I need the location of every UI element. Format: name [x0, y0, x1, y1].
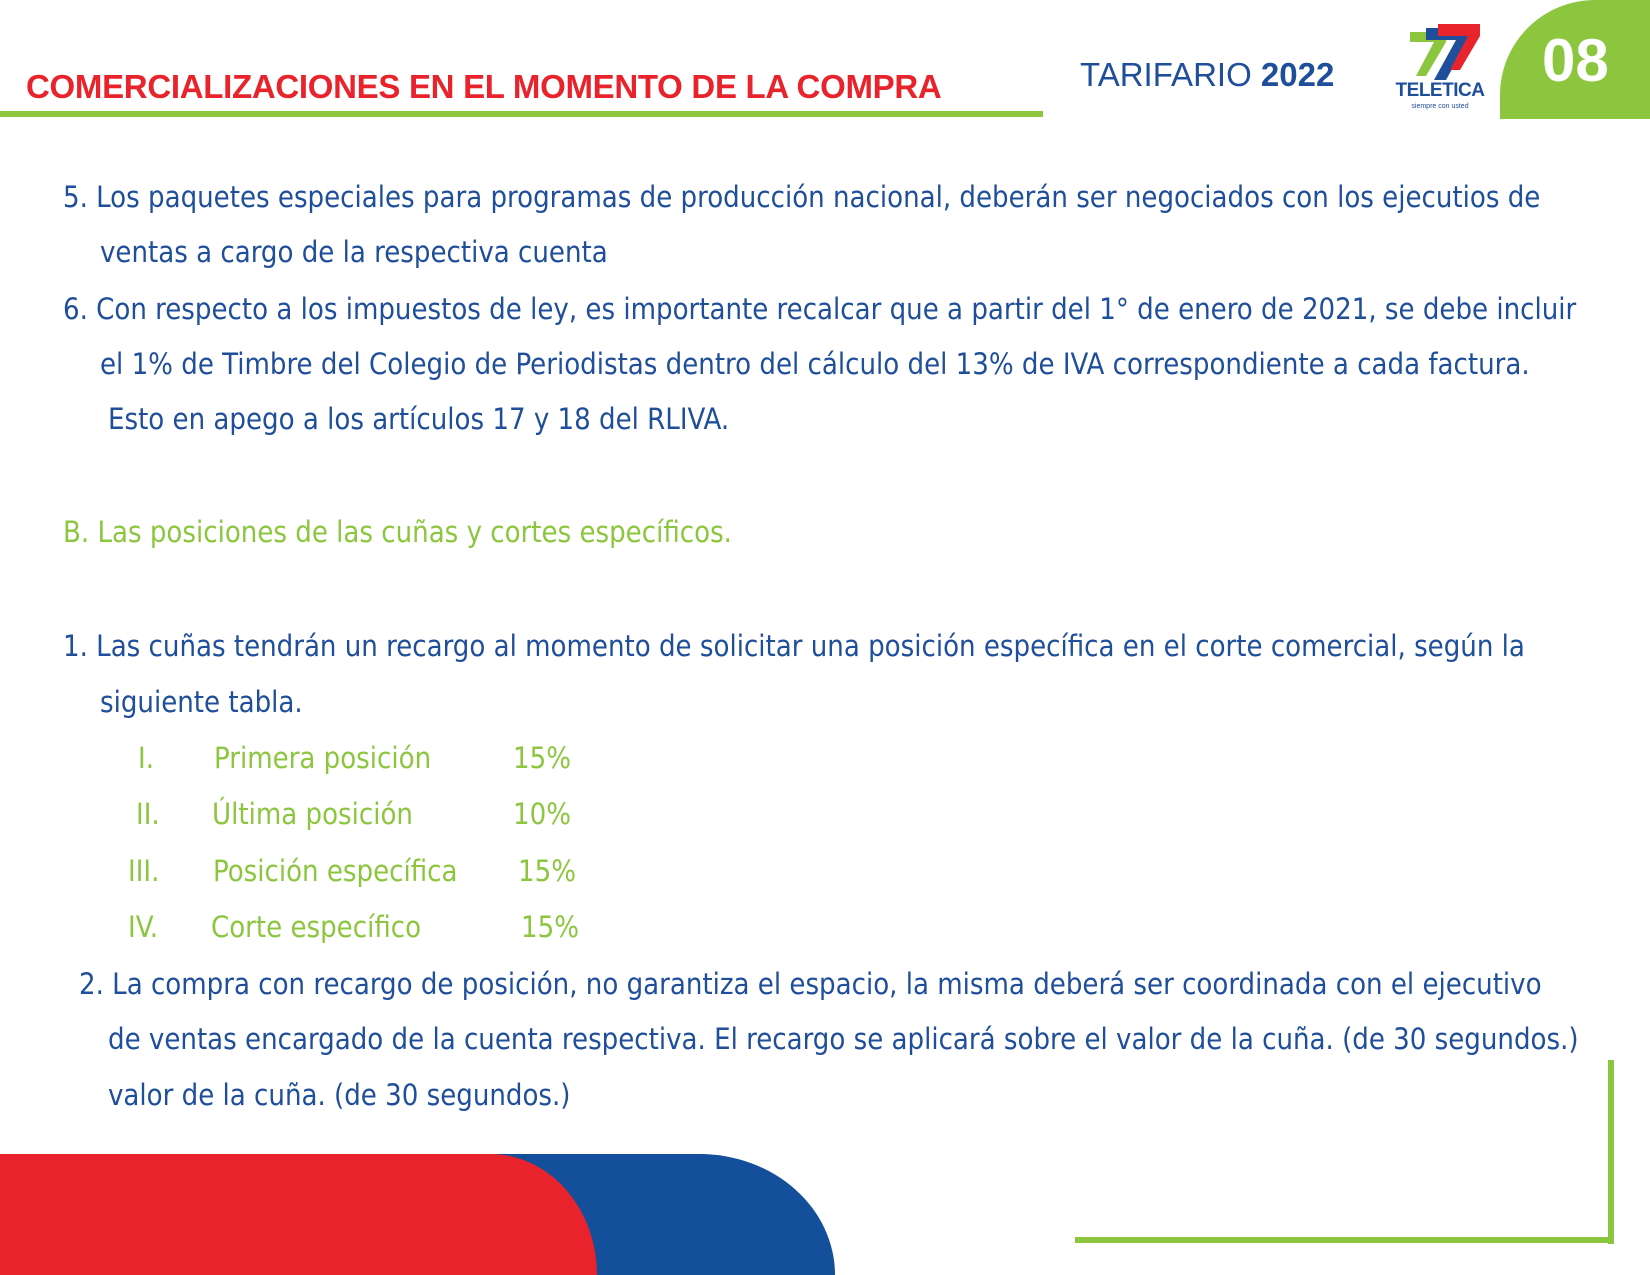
section-b-heading: B. Las posiciones de las cuñas y cortes específicos. — [63, 515, 732, 549]
seven-logo-icon — [1380, 24, 1500, 82]
b2-line-1: 2. La compra con recargo de posición, no garantiza el espacio, la misma deberá ser coordinada con el ejecutivo — [79, 967, 1542, 1001]
page-title: COMERCIALIZACIONES EN EL MOMENTO DE LA COMPRA — [26, 68, 942, 105]
surcharge-label: Primera posición — [214, 741, 432, 775]
surcharge-value: 15% — [521, 910, 579, 944]
item-6-line-2: el 1% de Timbre del Colegio de Periodistas dentro del cálculo del 13% de IVA correspondiente a cada factura. — [100, 347, 1530, 381]
teletica-logo — [1380, 24, 1500, 116]
item-6-line-1: 6. Con respecto a los impuestos de ley, es importante recalcar que a partir del 1° de enero de 2021, se debe incluir — [63, 292, 1577, 326]
b1-line-2: siguiente tabla. — [100, 685, 303, 719]
surcharge-value: 15% — [513, 741, 571, 775]
corner-frame-vertical — [1608, 1060, 1614, 1244]
surcharge-numeral: I. — [138, 741, 154, 775]
footer-red-shape — [0, 1154, 597, 1275]
item-5-line-1: 5. Los paquetes especiales para programas de producción nacional, deberán ser negociados con los ejecutios de — [63, 180, 1541, 214]
tarifario-label: TARIFARIO — [1080, 56, 1252, 93]
surcharge-label: Última posición — [212, 797, 413, 831]
surcharge-numeral: III. — [128, 854, 160, 888]
item-5-line-2: ventas a cargo de la respectiva cuenta — [100, 235, 608, 269]
b2-line-3: valor de la cuña. (de 30 segundos.) — [108, 1078, 571, 1112]
title-underline — [0, 111, 1043, 117]
surcharge-value: 10% — [513, 797, 571, 831]
surcharge-label: Corte específico — [211, 910, 422, 944]
surcharge-numeral: IV. — [128, 910, 159, 944]
b2-line-2: de ventas encargado de la cuenta respectiva. El recargo se aplicará sobre el valor de la cuña. (de 30 segundos.) — [108, 1022, 1579, 1056]
logo-tagline: siempre con usted — [1411, 103, 1469, 110]
tarifario-heading — [1080, 56, 1334, 94]
tarifario-year: 2022 — [1260, 56, 1335, 93]
corner-frame-horizontal — [1075, 1237, 1614, 1243]
b1-line-1: 1. Las cuñas tendrán un recargo al momento de solicitar una posición específica en el corte comercial, según la — [63, 629, 1525, 663]
surcharge-value: 15% — [518, 854, 576, 888]
logo-wordmark: TELETICA — [1395, 80, 1485, 101]
item-6-line-3: Esto en apego a los artículos 17 y 18 del RLIVA. — [108, 402, 730, 436]
page-number: 08 — [1542, 27, 1609, 94]
surcharge-label: Posición específica — [213, 854, 458, 888]
surcharge-numeral: II. — [136, 797, 160, 831]
